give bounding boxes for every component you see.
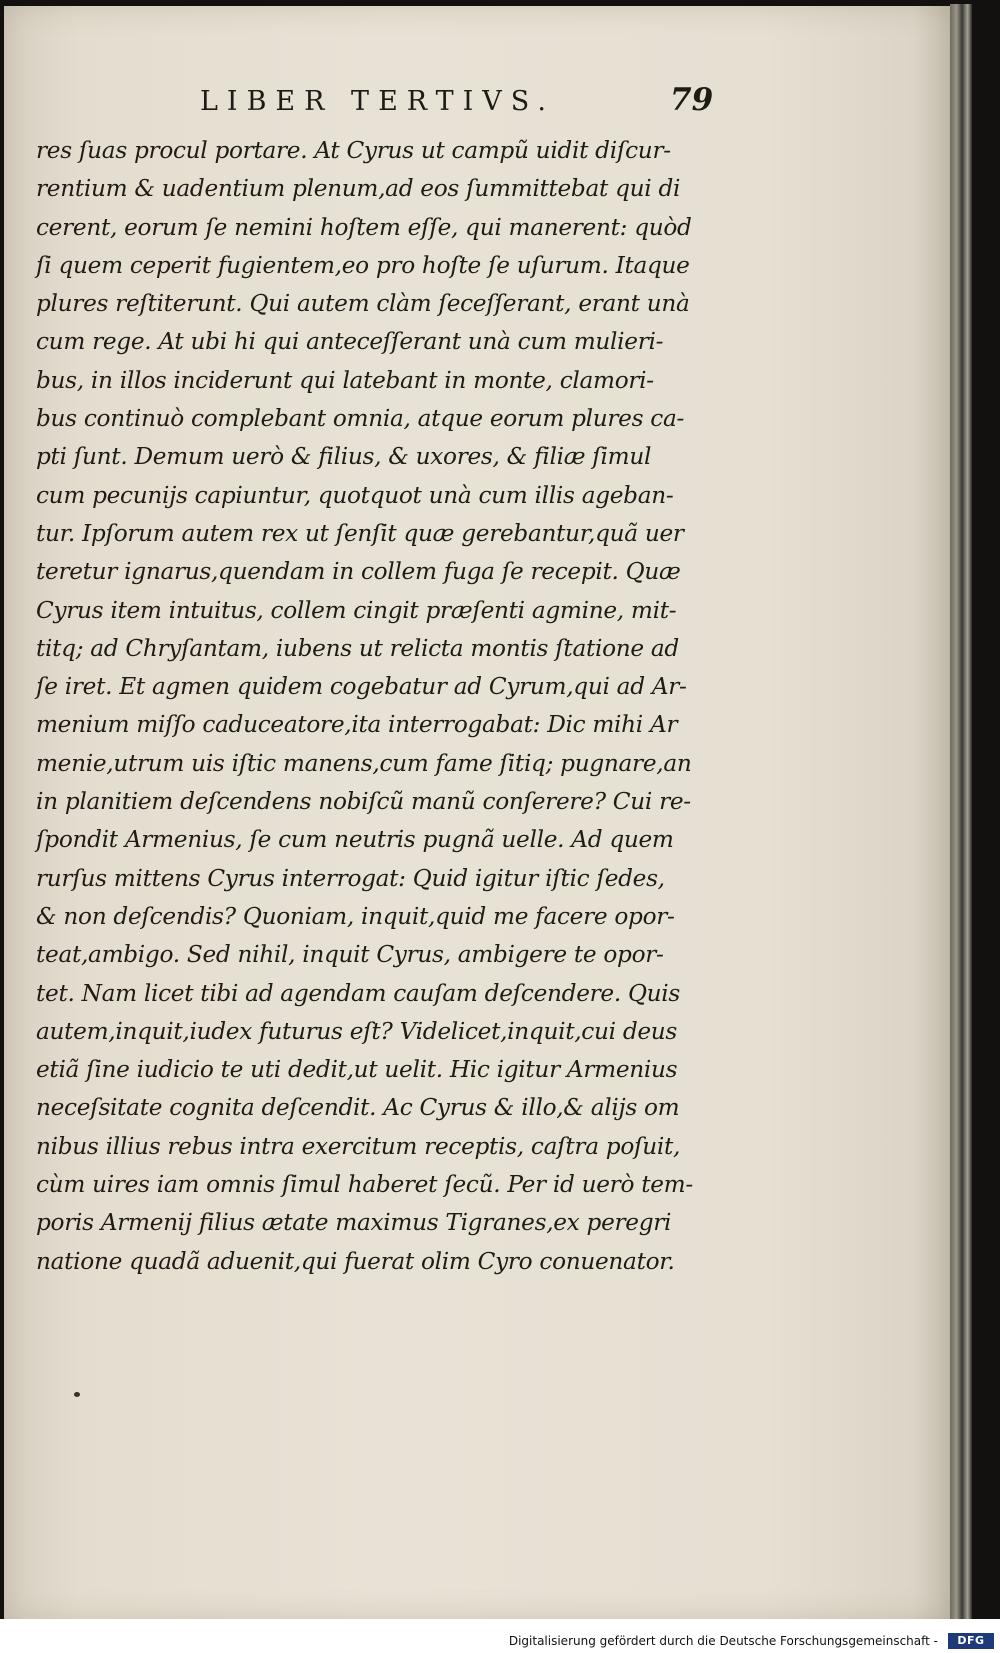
text-line: rurſus mittens Cyrus interrogat: Quid igitur iſtic ſedes, <box>36 864 665 892</box>
text-line: nibus illius rebus intra exercitum receptis, caſtra poſuit, <box>36 1132 681 1160</box>
body-text <box>36 132 736 1281</box>
text-line: teat,ambigo. Sed nihil, inquit Cyrus, ambigere te opor- <box>36 941 664 969</box>
text-line: bus, in illos inciderunt qui latebant in monte, clamori- <box>36 366 654 394</box>
text-line: tet. Nam licet tibi ad agendam cauſam deſcendere. Quis <box>36 979 681 1007</box>
text-line: bus continuò complebant omnia, atque eorum plures ca- <box>36 405 685 433</box>
page-header <box>4 82 950 126</box>
text-line: menie,utrum uis iſtic manens,cum fame ſitiq; pugnare,an <box>36 749 692 777</box>
text-line: titq; ad Chryſantam, iubens ut relicta montis ſtatione ad <box>36 634 679 662</box>
text-line: res ſuas procul portare. At Cyrus ut campũ uidit diſcur- <box>36 137 671 164</box>
text-line: ſpondit Armenius, ſe cum neutris pugnã uelle. Ad quem <box>36 826 674 854</box>
text-line: pti ſunt. Demum uerò & filius, & uxores, & filiæ ſimul <box>36 443 652 471</box>
page-number: 79 <box>670 82 714 118</box>
ink-spot <box>74 1392 80 1397</box>
funding-credit: Digitalisierung gefördert durch die Deutsche Forschungsgemeinschaft - <box>508 1634 938 1648</box>
text-line: natione quadã aduenit,qui fuerat olim Cyro conuenator. <box>36 1247 675 1275</box>
text-line: teretur ignarus,quendam in collem fuga ſe recepit. Quæ <box>36 558 681 586</box>
book-page <box>4 6 950 1619</box>
text-line: plures reſtiterunt. Qui autem clàm ſeceſſerant, erant unà <box>36 290 690 318</box>
text-line: ſi quem ceperit fugientem,eo pro hoſte ſe uſurum. Itaque <box>36 251 690 279</box>
text-line: rentium & uadentium plenum,ad eos ſummittebat qui di <box>36 175 681 203</box>
text-line: autem,inquit,iudex futurus eſt? Videlicet,inquit,cui deus <box>36 1017 678 1045</box>
text-line: Cyrus item intuitus, collem cingit præſenti agmine, mit- <box>36 596 677 624</box>
text-line: poris Armenij filius ætate maximus Tigranes,ex peregri <box>36 1209 672 1237</box>
text-line: & non deſcendis? Quoniam, inquit,quid me facere opor- <box>36 902 675 930</box>
text-line: neceſsitate cognita deſcendit. Ac Cyrus & illo,& alijs om <box>36 1094 680 1122</box>
text-line: cum rege. At ubi hi qui anteceſſerant unà cum mulieri- <box>36 328 664 356</box>
text-line: menium miſſo caduceatore,ita interrogabat: Dic mihi Ar <box>36 711 678 739</box>
text-line: in planitiem deſcendens nobiſcũ manũ conſerere? Cui re- <box>36 788 691 816</box>
dfg-logo-icon: DFG <box>948 1633 994 1649</box>
text-line: etiã ſine iudicio te uti dedit,ut uelit. Hic igitur Armenius <box>36 1056 678 1084</box>
text-line: ſe iret. Et agmen quidem cogebatur ad Cyrum,qui ad Ar- <box>36 673 687 701</box>
text-line: cerent, eorum ſe nemini hoſtem eſſe, qui manerent: quòd <box>36 213 692 241</box>
text-line: tur. Ipſorum autem rex ut ſenſit quæ gerebantur,quã uer <box>36 519 684 547</box>
text-line: cùm uires iam omnis ſimul haberet ſecũ. Per id uerò tem- <box>36 1171 693 1199</box>
page-edge <box>950 4 972 1622</box>
digitization-footer <box>0 1619 1000 1653</box>
running-title: LIBER TERTIVS. <box>200 86 555 117</box>
text-line: cum pecunijs capiuntur, quotquot unà cum illis ageban- <box>36 481 674 509</box>
